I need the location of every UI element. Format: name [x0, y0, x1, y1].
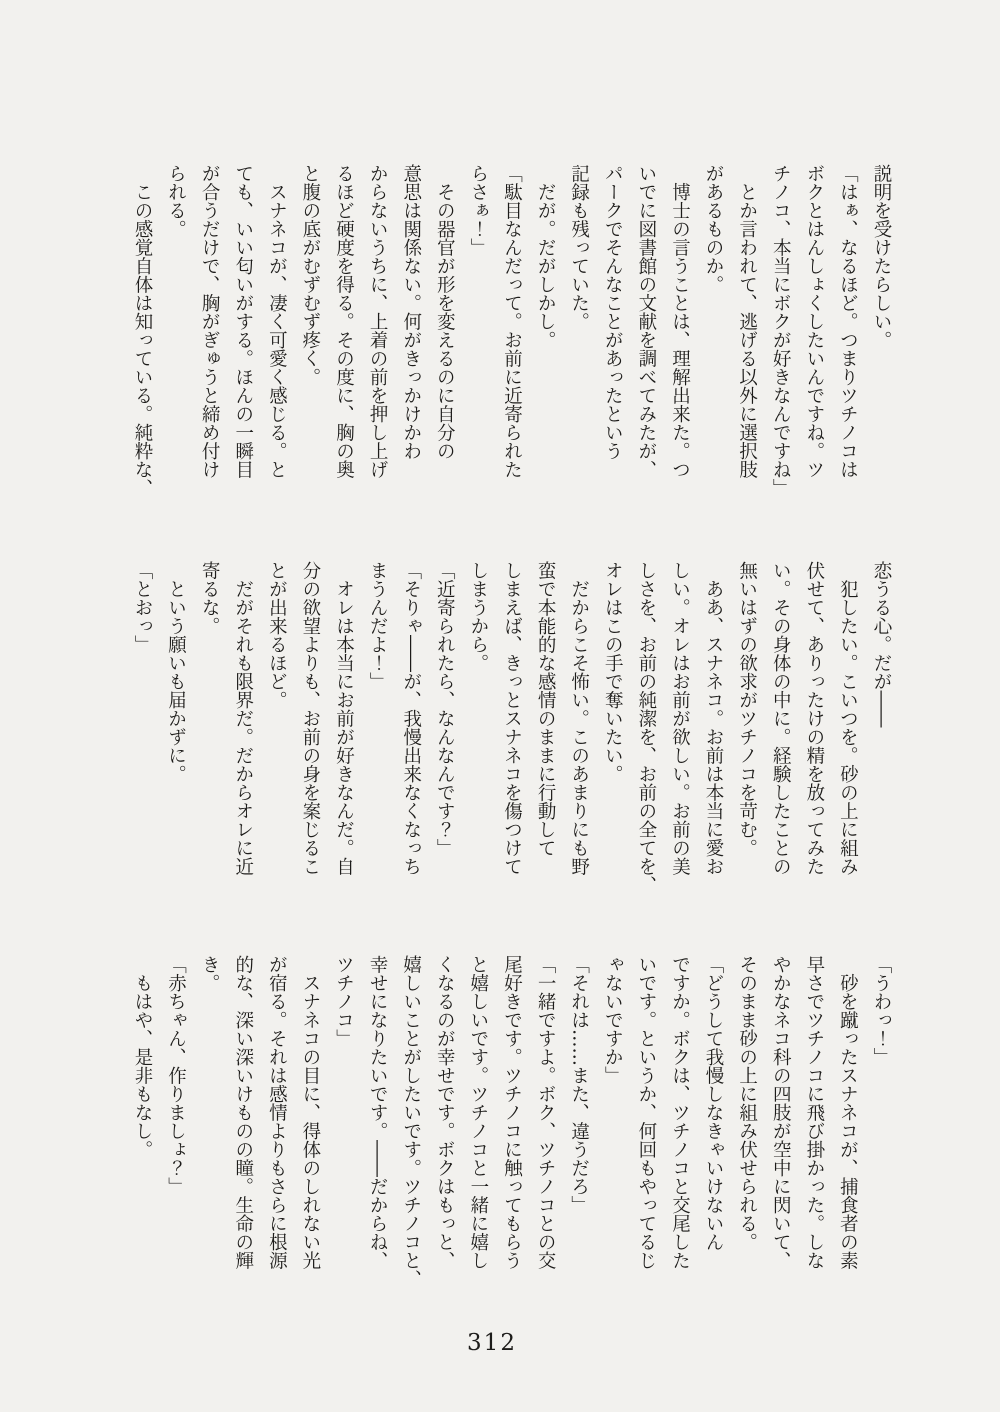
- text-line: スナネコが、凄く可愛く感じる。と: [266, 164, 288, 479]
- text-line: 「一緒ですよ。ボク、ツチノコとの交: [535, 955, 557, 1270]
- text-line: しまえば、きっとスナネコを傷つけて: [501, 561, 523, 876]
- text-line: 「近寄られたら、なんなんです？」: [434, 561, 456, 857]
- text-line: い。その身体の中に。経験したことの: [770, 561, 792, 876]
- text-line: 的な、深い深いけものの瞳。生命の輝: [232, 955, 254, 1270]
- text-line: だが。だがしかし。: [535, 164, 557, 349]
- text-line: 分の欲望よりも、お前の身を案じるこ: [299, 561, 321, 876]
- text-line: があるものか。: [703, 164, 725, 294]
- text-line: ああ、スナネコ。お前は本当に愛お: [703, 561, 725, 876]
- text-line: だからこそ怖い。このあまりにも野: [568, 561, 590, 876]
- text-line: 博士の言うことは、理解出来た。つ: [669, 164, 691, 479]
- text-line: 「はぁ、なるほど。つまりツチノコは: [837, 164, 859, 479]
- text-line: とか言われて、逃げる以外に選択肢: [736, 164, 758, 479]
- text-line: オレはこの手で奪いたい。: [602, 561, 624, 783]
- text-line: 犯したい。こいつを。砂の上に組み: [837, 561, 859, 876]
- text-line: ツチノコ」: [333, 955, 355, 1048]
- text-line: だがそれも限界だ。だからオレに近: [232, 561, 254, 876]
- text-band-middle: [124, 561, 898, 894]
- text-line: からないうちに、上着の前を押し上げ: [367, 164, 389, 479]
- text-line: いです。というか、何回もやってるじ: [635, 955, 657, 1270]
- text-line: 「赤ちゃん、作りましょ？」: [165, 955, 187, 1196]
- text-line: 尾好きです。ツチノコに触ってもらう: [501, 955, 523, 1270]
- text-line: そのまま砂の上に組み伏せられる。: [736, 955, 758, 1251]
- text-line: るほど硬度を得る。その度に、胸の奥: [333, 164, 355, 479]
- text-line: き。: [199, 955, 221, 992]
- text-line: 伏せて、ありったけの精を放ってみた: [803, 561, 825, 876]
- text-line: 嬉しいことがしたいです。ツチノコと、: [400, 955, 422, 1288]
- text-line: 「そりゃ――が、我慢出来なくなっち: [400, 561, 422, 876]
- text-line: オレは本当にお前が好きなんだ。自: [333, 561, 355, 876]
- text-band-top: [124, 164, 898, 497]
- text-line: いでに図書館の文献を調べてみたが、: [635, 164, 657, 479]
- text-line: られる。: [165, 164, 187, 238]
- text-line: 「それは……また、違うだろ」: [568, 955, 590, 1214]
- text-line: と腹の底がむずむず疼く。: [299, 164, 321, 386]
- text-line: 「駄目なんだって。お前に近寄られた: [501, 164, 523, 479]
- text-line: まうんだよ！」: [367, 561, 389, 691]
- text-line: 砂を蹴ったスナネコが、捕食者の素: [837, 955, 859, 1270]
- text-line: その器官が形を変えるのに自分の: [434, 164, 456, 460]
- text-line: 寄るな。: [199, 561, 221, 635]
- text-line: 説明を受けたらしい。: [871, 164, 892, 349]
- text-band-bottom: [124, 955, 898, 1288]
- text-line: この感覚自体は知っている。純粋な、: [131, 164, 153, 497]
- page-number: 312: [467, 1330, 517, 1356]
- text-line: チノコ、本当にボクが好きなんですね」: [770, 164, 792, 497]
- text-line: 「どうして我慢しなきゃいけないん: [703, 955, 725, 1251]
- text-line: しまうから。: [467, 561, 489, 672]
- text-line: 「うわっ！」: [871, 955, 892, 1066]
- text-line: らさぁ！」: [467, 164, 489, 257]
- text-line: 意思は関係ない。何がきっかけかわ: [400, 164, 422, 460]
- text-line: 無いはずの欲求がツチノコを苛む。: [736, 561, 758, 857]
- text-line: くなるのが幸せです。ボクはもっと、: [434, 955, 456, 1270]
- text-line: ゃないですか」: [602, 955, 624, 1085]
- text-line: 恋うる心。だが――: [871, 561, 892, 728]
- text-line: という願いも届かずに。: [165, 561, 187, 783]
- text-line: とが出来るほど。: [266, 561, 288, 709]
- text-line: が宿る。それは感情よりもさらに根源: [266, 955, 288, 1270]
- text-line: スナネコの目に、得体のしれない光: [299, 955, 321, 1270]
- text-line: 早さでツチノコに飛び掛かった。しな: [803, 955, 825, 1270]
- text-line: ても、いい匂いがする。ほんの一瞬目: [232, 164, 254, 479]
- text-line: ですか。ボクは、ツチノコと交尾した: [669, 955, 691, 1270]
- text-line: が合うだけで、胸がぎゅうと締め付け: [199, 164, 221, 479]
- text-line: 「とおっ」: [131, 561, 153, 654]
- text-line: しい。オレはお前が欲しい。お前の美: [669, 561, 691, 876]
- text-line: ボクとはんしょくしたいんですね。ツ: [803, 164, 825, 479]
- text-line: しさを、お前の純潔を、お前の全てを、: [635, 561, 657, 894]
- text-line: 蛮で本能的な感情のままに行動して: [535, 561, 557, 857]
- text-line: パークでそんなことがあったという: [602, 164, 624, 460]
- text-line: 幸せになりたいです。――だからね、: [367, 955, 389, 1270]
- text-line: と嬉しいです。ツチノコと一緒に嬉し: [467, 955, 489, 1270]
- text-line: 記録も残っていた。: [568, 164, 590, 331]
- text-line: やかなネコ科の四肢が空中に閃いて、: [770, 955, 792, 1270]
- text-line: もはや、是非もなし。: [131, 955, 153, 1159]
